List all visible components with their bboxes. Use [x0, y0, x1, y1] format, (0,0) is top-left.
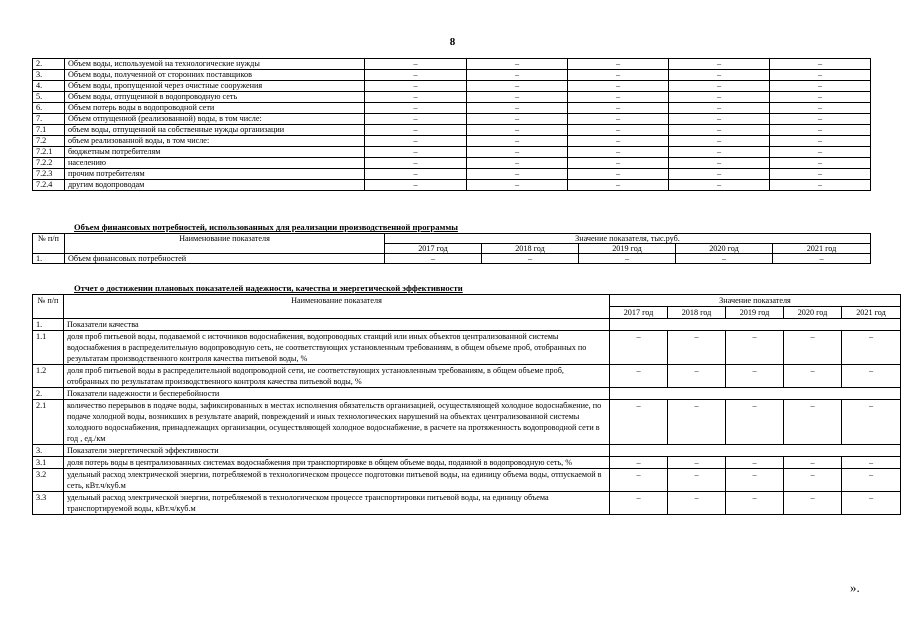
- value-cell: –: [668, 365, 726, 388]
- row-number: 3.2: [33, 469, 64, 492]
- col-header-num: № п/п: [33, 234, 65, 254]
- table-row: [33, 136, 871, 147]
- value-cell: –: [669, 70, 770, 81]
- year-header: 2018 год: [668, 307, 726, 319]
- value-cell: –: [669, 136, 770, 147]
- value-cell: –: [669, 114, 770, 125]
- group-row: [33, 445, 901, 457]
- value-cell: –: [568, 70, 669, 81]
- value-cell: –: [669, 125, 770, 136]
- value-cell: –: [365, 59, 467, 70]
- value-cell: –: [770, 147, 871, 158]
- value-cell: –: [770, 136, 871, 147]
- value-cell: –: [365, 136, 467, 147]
- table-row: [33, 365, 901, 388]
- page-number: 8: [449, 36, 456, 48]
- indicators-report-table: [32, 294, 901, 515]
- value-cell: –: [784, 469, 842, 492]
- value-cell: –: [568, 158, 669, 169]
- value-cell: –: [365, 180, 467, 191]
- value-cell: –: [568, 125, 669, 136]
- value-cell: –: [770, 169, 871, 180]
- value-cell: –: [365, 92, 467, 103]
- value-cell: –: [365, 147, 467, 158]
- col-header-value: Значение показателя: [610, 295, 901, 307]
- table-row: [33, 114, 871, 125]
- col-header-name: Наименование показателя: [65, 234, 385, 254]
- row-number: 3.: [33, 70, 65, 81]
- row-label: населению: [65, 158, 365, 169]
- value-cell: –: [467, 147, 568, 158]
- value-cell: –: [365, 158, 467, 169]
- row-label: Объем потерь воды в водопроводной сети: [65, 103, 365, 114]
- col-header-num: № п/п: [33, 295, 64, 319]
- year-header: 2019 год: [726, 307, 784, 319]
- row-number: 1.: [33, 254, 65, 264]
- value-cell: –: [669, 180, 770, 191]
- value-cell: –: [365, 70, 467, 81]
- value-cell: –: [365, 103, 467, 114]
- row-label: Объем воды, полученной от сторонних поставщиков: [65, 70, 365, 81]
- group-empty-cell: [610, 319, 901, 331]
- value-cell: –: [842, 331, 901, 365]
- row-number: 2.: [33, 388, 64, 400]
- value-cell: –: [467, 92, 568, 103]
- value-cell: –: [385, 254, 482, 264]
- value-cell: –: [568, 59, 669, 70]
- year-header: 2019 год: [579, 244, 676, 254]
- value-cell: –: [365, 125, 467, 136]
- row-label: Объем финансовых потребностей: [65, 254, 385, 264]
- value-cell: –: [726, 457, 784, 469]
- row-number: 7.2.2: [33, 158, 65, 169]
- value-cell: –: [467, 125, 568, 136]
- row-number: 7.2: [33, 136, 65, 147]
- col-header-value: Значение показателя, тыс.руб.: [385, 234, 871, 244]
- value-cell: –: [467, 180, 568, 191]
- table-row: [33, 400, 901, 445]
- value-cell: –: [365, 114, 467, 125]
- table-row: [33, 59, 871, 70]
- group-empty-cell: [610, 445, 901, 457]
- value-cell: –: [726, 492, 784, 515]
- row-label: Объем воды, отпущенной в водопроводную сеть: [65, 92, 365, 103]
- group-label: Показатели надежности и бесперебойности: [64, 388, 610, 400]
- value-cell: –: [568, 114, 669, 125]
- row-number: 1.2: [33, 365, 64, 388]
- row-label: количество перерывов в подаче воды, зафиксированных в местах исполнения обязательств организацией, осуществляющей холодное водоснабжение, по подаче холодной воды, возникших в результате аварий, повреждений и иных технологических нарушений на объектах централизованной системы холодного водоснабжения, принадлежащих организации, осуществляющей холодное водоснабжение, в расчете на протяженность водопроводной сети в год , ед./км: [64, 400, 610, 445]
- table-row: [33, 331, 901, 365]
- value-cell: –: [770, 59, 871, 70]
- value-cell: –: [842, 457, 901, 469]
- value-cell: –: [610, 457, 668, 469]
- group-label: Показатели энергетической эффективности: [64, 445, 610, 457]
- year-header: 2021 год: [773, 244, 871, 254]
- value-cell: –: [467, 114, 568, 125]
- value-cell: –: [726, 469, 784, 492]
- value-cell: –: [669, 59, 770, 70]
- row-number: 7.2.4: [33, 180, 65, 191]
- value-cell: –: [842, 469, 901, 492]
- value-cell: –: [579, 254, 676, 264]
- group-row: [33, 319, 901, 331]
- row-number: 3.: [33, 445, 64, 457]
- year-header: 2017 год: [610, 307, 668, 319]
- value-cell: –: [842, 492, 901, 515]
- value-cell: –: [669, 158, 770, 169]
- value-cell: –: [668, 331, 726, 365]
- value-cell: –: [467, 70, 568, 81]
- value-cell: –: [770, 125, 871, 136]
- year-header: 2020 год: [784, 307, 842, 319]
- value-cell: –: [668, 492, 726, 515]
- value-cell: –: [365, 169, 467, 180]
- value-cell: –: [467, 136, 568, 147]
- value-cell: –: [842, 400, 901, 445]
- value-cell: –: [669, 103, 770, 114]
- water-balance-table: [32, 58, 871, 191]
- value-cell: –: [610, 365, 668, 388]
- indicators-report-caption: Отчет о достижении плановых показателей надежности, качества и энергетической эффективности: [74, 283, 463, 293]
- row-number: 2.1: [33, 400, 64, 445]
- row-label: другим водопроводам: [65, 180, 365, 191]
- row-number: 3.1: [33, 457, 64, 469]
- value-cell: –: [770, 158, 871, 169]
- value-cell: –: [668, 469, 726, 492]
- table-row: [33, 92, 871, 103]
- value-cell: –: [610, 492, 668, 515]
- row-label: Объем отпущенной (реализованной) воды, в том числе:: [65, 114, 365, 125]
- table-row: [33, 158, 871, 169]
- value-cell: –: [669, 92, 770, 103]
- value-cell: –: [773, 254, 871, 264]
- value-cell: –: [482, 254, 579, 264]
- row-label: доля потерь воды в централизованных системах водоснабжения при транспортировке в общем объеме воды, поданной в водопроводную сеть, %: [64, 457, 610, 469]
- value-cell: –: [770, 92, 871, 103]
- row-number: 7.: [33, 114, 65, 125]
- value-cell: –: [568, 103, 669, 114]
- value-cell: –: [568, 169, 669, 180]
- table-row: [33, 492, 901, 515]
- table-row: [33, 125, 871, 136]
- row-number: 1.1: [33, 331, 64, 365]
- value-cell: –: [770, 81, 871, 92]
- value-cell: –: [668, 457, 726, 469]
- value-cell: –: [784, 457, 842, 469]
- value-cell: –: [467, 169, 568, 180]
- value-cell: –: [669, 169, 770, 180]
- value-cell: –: [726, 331, 784, 365]
- value-cell: –: [784, 365, 842, 388]
- group-empty-cell: [610, 388, 901, 400]
- row-number: 1.: [33, 319, 64, 331]
- group-label: Показатели качества: [64, 319, 610, 331]
- row-number: 7.1: [33, 125, 65, 136]
- table-row: [33, 147, 871, 158]
- table-row: [33, 180, 871, 191]
- year-header: 2020 год: [676, 244, 773, 254]
- row-label: удельный расход электрической энергии, потребляемой в технологическом процессе транспортировки питьевой воды, на единицу объема транспортируемой воды, кВт.ч/куб.м: [64, 492, 610, 515]
- value-cell: –: [784, 492, 842, 515]
- table-row: [33, 70, 871, 81]
- group-row: [33, 388, 901, 400]
- value-cell: –: [610, 469, 668, 492]
- year-header: 2021 год: [842, 307, 901, 319]
- value-cell: –: [568, 92, 669, 103]
- value-cell: –: [610, 400, 668, 445]
- value-cell: –: [770, 114, 871, 125]
- row-label: объем реализованной воды, в том числе:: [65, 136, 365, 147]
- table-row: [33, 81, 871, 92]
- row-number: 4.: [33, 81, 65, 92]
- value-cell: –: [467, 103, 568, 114]
- row-label: доля проб питьевой воды в распределительной водопроводной сети, не соответствующих установленным требованиям, в общем объеме проб, отобранных по результатам производственного контроля качества питьевой воды, %: [64, 365, 610, 388]
- row-number: 2.: [33, 59, 65, 70]
- value-cell: –: [467, 81, 568, 92]
- row-label: доля проб питьевой воды, подаваемой с источников водоснабжения, водопроводных станций или иных объектов централизованной системы водоснабжения в распределительную водопроводную сеть, не соответствующих установленным требованиям, в общем объеме проб, отобранных по результатам производственного контроля качества питьевой воды, %: [64, 331, 610, 365]
- value-cell: –: [467, 158, 568, 169]
- year-header: 2017 год: [385, 244, 482, 254]
- value-cell: –: [676, 254, 773, 264]
- value-cell: –: [568, 180, 669, 191]
- value-cell: –: [726, 365, 784, 388]
- row-label: Объем воды, используемой на технологические нужды: [65, 59, 365, 70]
- row-number: 6.: [33, 103, 65, 114]
- value-cell: –: [842, 365, 901, 388]
- value-cell: –: [610, 331, 668, 365]
- value-cell: –: [770, 70, 871, 81]
- row-label: объем воды, отпущенной на собственные нужды организации: [65, 125, 365, 136]
- row-label: удельный расход электрической энергии, потребляемой в технологическом процессе подготовки питьевой воды, на единицу объема воды, отпускаемой в сеть, кВт.ч/куб.м: [64, 469, 610, 492]
- year-header: 2018 год: [482, 244, 579, 254]
- row-number: 7.2.3: [33, 169, 65, 180]
- value-cell: –: [669, 81, 770, 92]
- row-number: 5.: [33, 92, 65, 103]
- value-cell: –: [669, 147, 770, 158]
- table-row: [33, 457, 901, 469]
- value-cell: –: [770, 103, 871, 114]
- value-cell: –: [770, 180, 871, 191]
- value-cell: –: [568, 147, 669, 158]
- row-number: 7.2.1: [33, 147, 65, 158]
- table-row: [33, 469, 901, 492]
- row-number: 3.3: [33, 492, 64, 515]
- value-cell: –: [568, 136, 669, 147]
- row-label: Объем воды, пропущенной через очистные сооружения: [65, 81, 365, 92]
- closing-quote-mark: ».: [850, 580, 860, 595]
- row-label: прочим потребителям: [65, 169, 365, 180]
- row-label: бюджетным потребителям: [65, 147, 365, 158]
- financial-needs-caption: Объем финансовых потребностей, использованных для реализации производственной программы: [74, 222, 458, 232]
- table-row: [33, 169, 871, 180]
- value-cell: –: [784, 331, 842, 365]
- value-cell: –: [568, 81, 669, 92]
- value-cell: –: [365, 81, 467, 92]
- value-cell: –: [726, 400, 784, 445]
- financial-needs-table: [32, 233, 871, 264]
- table-row: [33, 103, 871, 114]
- col-header-name: Наименование показателя: [64, 295, 610, 319]
- table-row: [33, 254, 871, 264]
- value-cell: –: [784, 400, 842, 445]
- value-cell: –: [668, 400, 726, 445]
- value-cell: –: [467, 59, 568, 70]
